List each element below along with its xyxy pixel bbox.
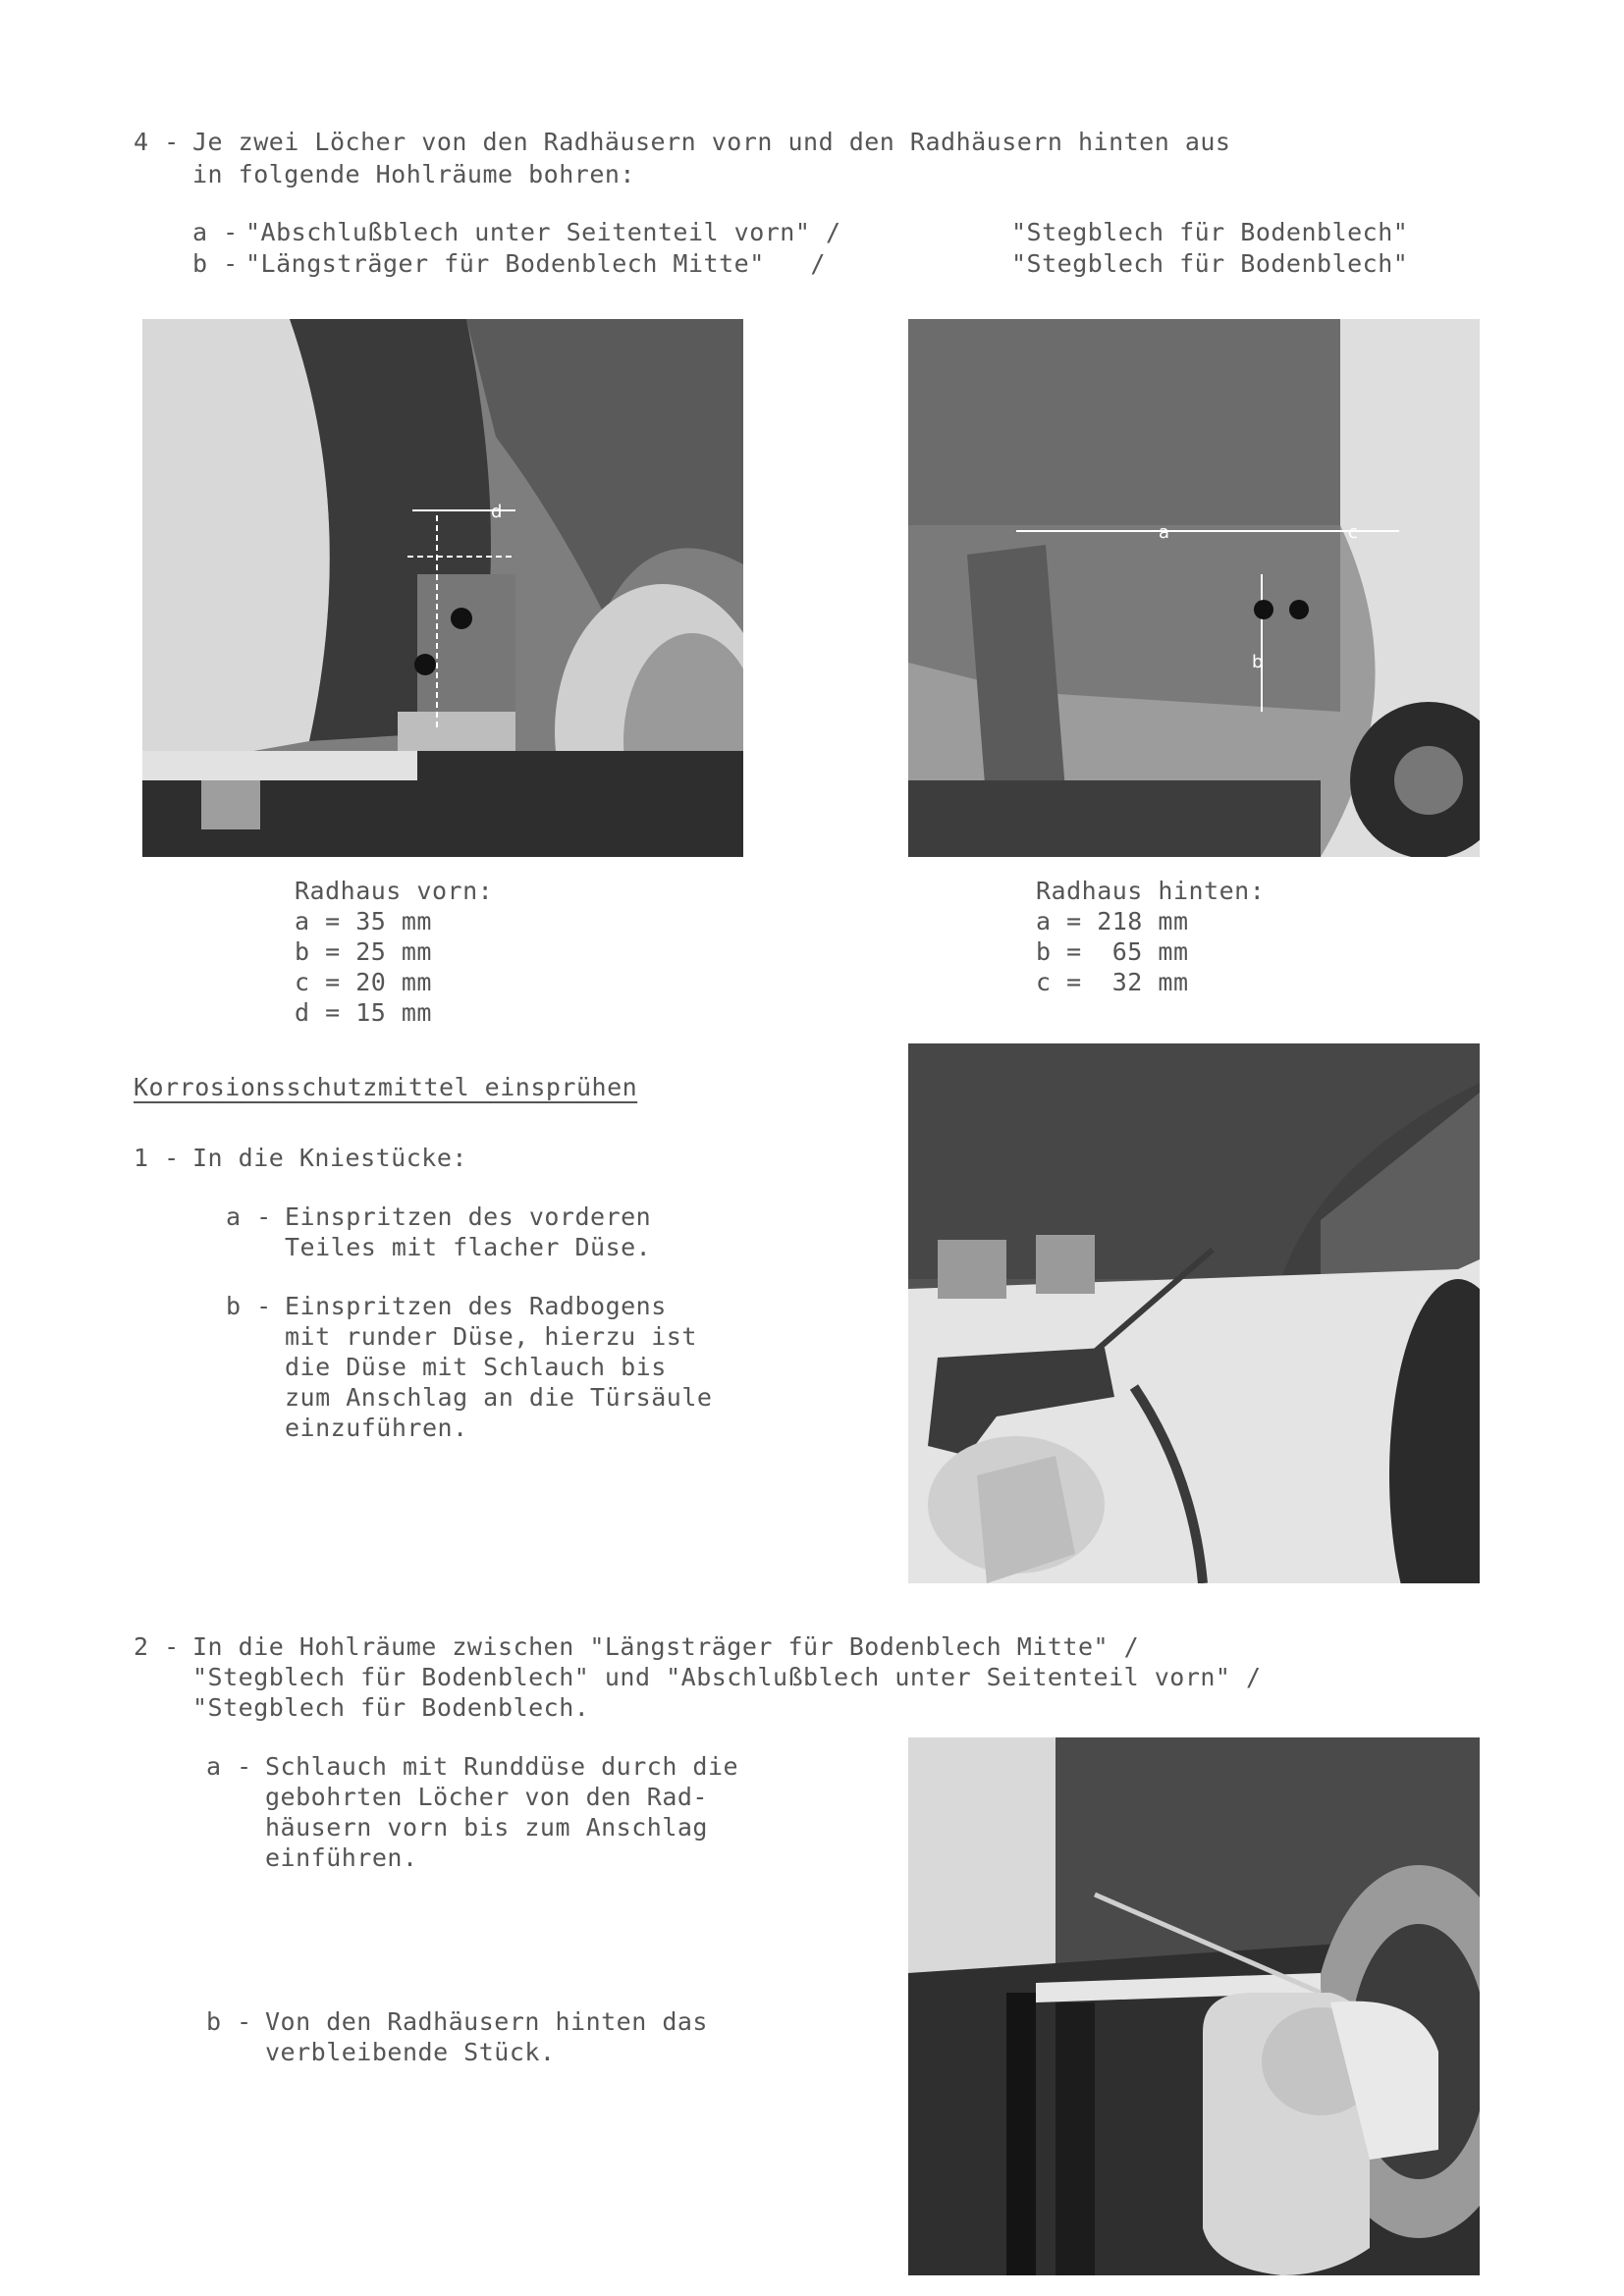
step2-line1: In die Hohlräume zwischen "Längsträger für Bodenblech Mitte" / — [192, 1632, 1140, 1661]
step1-b-line5: einzuführen. — [285, 1414, 468, 1442]
step1-b-line1: Einspritzen des Radbogens — [285, 1292, 667, 1320]
photo-front-wheelhouse — [142, 319, 743, 857]
step2-a-line2: gebohrten Löcher von den Rad- — [265, 1783, 708, 1811]
photo-spray-knee-piece — [908, 1043, 1480, 1583]
front-a: a = 35 mm — [295, 907, 432, 935]
step1-a-line2: Teiles mit flacher Düse. — [285, 1233, 652, 1261]
rear-marker-a: a — [1159, 522, 1170, 543]
step2-b-line1: Von den Radhäusern hinten das — [265, 2007, 708, 2036]
step1-b-line4: zum Anschlag an die Türsäule — [285, 1383, 713, 1412]
step4-a-right: "Stegblech für Bodenblech" — [1011, 218, 1409, 246]
step2-a-line4: einführen. — [265, 1843, 418, 1872]
step2-a-line1: Schlauch mit Runddüse durch die — [265, 1752, 739, 1781]
front-marker-d: d — [491, 502, 503, 522]
step1-text: In die Kniestücke: — [192, 1144, 467, 1172]
step1-b-label: b - — [226, 1292, 272, 1320]
step2-line3: "Stegblech für Bodenblech. — [192, 1693, 590, 1722]
front-title: Radhaus vorn: — [295, 877, 494, 905]
rear-marker-c: c — [1348, 522, 1358, 543]
rear-b: b = 65 mm — [1036, 937, 1189, 966]
step2-line2: "Stegblech für Bodenblech" und "Abschlußblech unter Seitenteil vorn" / — [192, 1663, 1262, 1691]
rear-marker-b: b — [1252, 652, 1264, 672]
step4-b-label: b - — [192, 249, 239, 278]
step4-a-label: a - — [192, 218, 239, 246]
photo-rear-wheelhouse — [908, 319, 1480, 857]
step4-b-left: "Längsträger für Bodenblech Mitte" / — [245, 249, 826, 278]
rear-a: a = 218 mm — [1036, 907, 1189, 935]
step4-number: 4 - — [134, 128, 180, 156]
step1-a-line1: Einspritzen des vorderen — [285, 1202, 652, 1231]
step1-b-line3: die Düse mit Schlauch bis — [285, 1353, 667, 1381]
step2-number: 2 - — [134, 1632, 180, 1661]
step2-a-line3: häusern vorn bis zum Anschlag — [265, 1813, 708, 1842]
step2-b-line2: verbleibende Stück. — [265, 2038, 556, 2066]
step1-b-line2: mit runder Düse, hierzu ist — [285, 1322, 697, 1351]
rear-title: Radhaus hinten: — [1036, 877, 1266, 905]
step4-line2: in folgende Hohlräume bohren: — [192, 160, 635, 188]
step4-a-left: "Abschlußblech unter Seitenteil vorn" / — [245, 218, 841, 246]
step4-b-right: "Stegblech für Bodenblech" — [1011, 249, 1409, 278]
step2-b-label: b - — [206, 2007, 252, 2036]
photo-spray-cavities — [908, 1737, 1480, 2275]
step1-a-label: a - — [226, 1202, 272, 1231]
front-b: b = 25 mm — [295, 937, 432, 966]
front-c: c = 20 mm — [295, 968, 432, 996]
step4-line1: Je zwei Löcher von den Radhäusern vorn und den Radhäusern hinten aus — [192, 128, 1231, 156]
step1-number: 1 - — [134, 1144, 180, 1172]
front-d: d = 15 mm — [295, 998, 432, 1027]
section-heading: Korrosionsschutzmittel einsprühen — [134, 1073, 638, 1101]
step2-a-label: a - — [206, 1752, 252, 1781]
rear-c: c = 32 mm — [1036, 968, 1189, 996]
